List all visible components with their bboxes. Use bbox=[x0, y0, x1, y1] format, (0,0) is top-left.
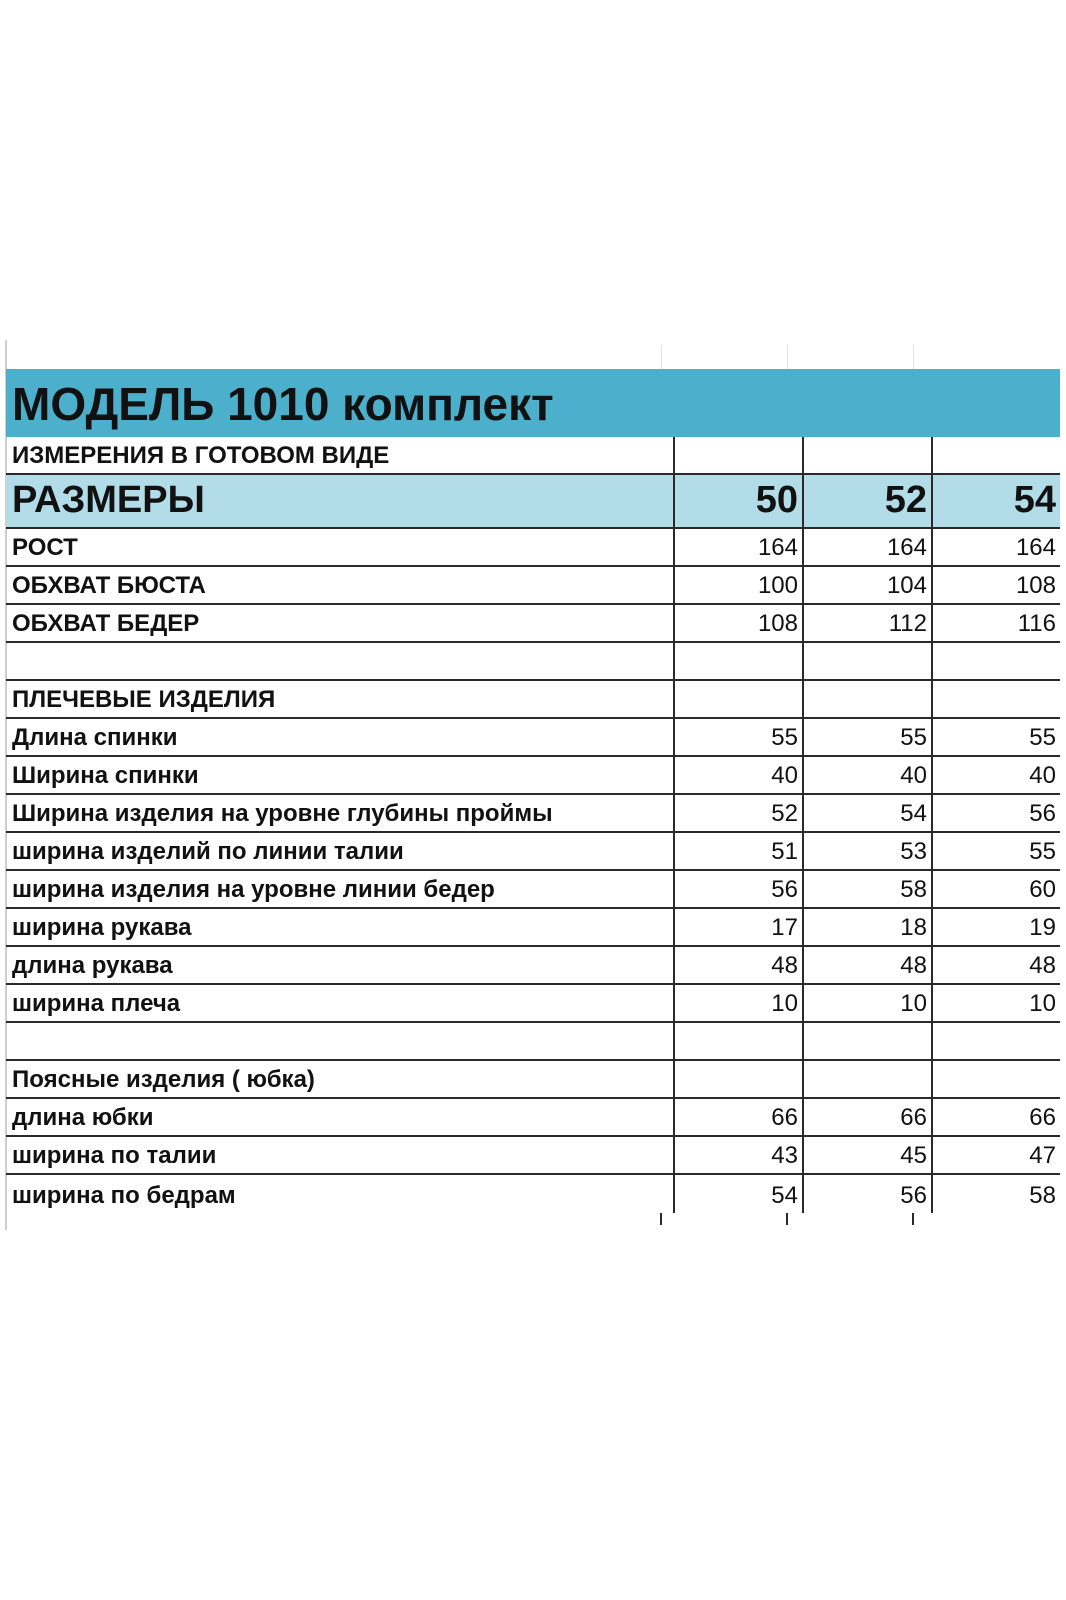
value-cell: 10 bbox=[673, 985, 802, 1021]
size-header-cell: 52 bbox=[802, 475, 931, 527]
value-cell: 54 bbox=[673, 1175, 802, 1213]
model-title: МОДЕЛЬ 1010 комплект bbox=[6, 369, 1060, 437]
sheet-grid-bottom bbox=[6, 1213, 1060, 1227]
table-row bbox=[6, 681, 1060, 719]
grid-tick bbox=[912, 1213, 914, 1225]
value-cell: 47 bbox=[931, 1137, 1060, 1173]
table-row bbox=[6, 757, 1060, 795]
value-cell: 66 bbox=[673, 1099, 802, 1135]
value-cell bbox=[931, 1023, 1060, 1059]
subtitle-row bbox=[6, 437, 1060, 475]
value-cell: 55 bbox=[931, 833, 1060, 869]
table-row bbox=[6, 567, 1060, 605]
value-cell: 164 bbox=[931, 529, 1060, 565]
grid-tick bbox=[660, 1213, 662, 1225]
value-cell bbox=[802, 681, 931, 717]
value-cell: 66 bbox=[802, 1099, 931, 1135]
table-row bbox=[6, 1175, 1060, 1213]
value-cell bbox=[673, 1023, 802, 1059]
row-label bbox=[6, 1023, 673, 1059]
value-cell: 55 bbox=[931, 719, 1060, 755]
row-label: длина рукава bbox=[12, 952, 173, 979]
value-cell: 51 bbox=[673, 833, 802, 869]
value-cell bbox=[673, 681, 802, 717]
value-cell: 45 bbox=[802, 1137, 931, 1173]
empty-cell bbox=[931, 437, 1060, 473]
value-cell: 104 bbox=[802, 567, 931, 603]
row-label: Ширина спинки bbox=[12, 762, 199, 789]
value-cell: 18 bbox=[802, 909, 931, 945]
empty-cell bbox=[673, 437, 802, 473]
grid-tick bbox=[913, 345, 914, 369]
value-cell: 40 bbox=[931, 757, 1060, 793]
row-label: ширина по бедрам bbox=[12, 1182, 236, 1209]
size-chart-sheet bbox=[6, 345, 1060, 1227]
value-cell: 40 bbox=[802, 757, 931, 793]
table-row bbox=[6, 529, 1060, 567]
row-label: ОБХВАТ БЮСТА bbox=[12, 572, 206, 599]
empty-row bbox=[6, 1023, 1060, 1061]
value-cell: 164 bbox=[673, 529, 802, 565]
table-row bbox=[6, 871, 1060, 909]
grid-tick bbox=[786, 1213, 788, 1225]
value-cell: 66 bbox=[931, 1099, 1060, 1135]
row-label: ширина изделий по линии талии bbox=[12, 838, 404, 865]
row-label: Длина спинки bbox=[12, 724, 178, 751]
value-cell: 53 bbox=[802, 833, 931, 869]
value-cell: 58 bbox=[931, 1175, 1060, 1213]
value-cell: 10 bbox=[802, 985, 931, 1021]
table-row bbox=[6, 947, 1060, 985]
value-cell: 19 bbox=[931, 909, 1060, 945]
table-row bbox=[6, 833, 1060, 871]
row-label: ширина изделия на уровне линии бедер bbox=[12, 876, 495, 903]
row-label: длина юбки bbox=[12, 1104, 154, 1131]
value-cell: 48 bbox=[802, 947, 931, 983]
size-header-cell: 50 bbox=[673, 475, 802, 527]
value-cell: 100 bbox=[673, 567, 802, 603]
row-label: ОБХВАТ БЕДЕР bbox=[12, 610, 200, 637]
empty-row bbox=[6, 643, 1060, 681]
value-cell: 56 bbox=[802, 1175, 931, 1213]
value-cell bbox=[673, 1061, 802, 1097]
value-cell: 56 bbox=[931, 795, 1060, 831]
value-cell: 55 bbox=[673, 719, 802, 755]
table-row bbox=[6, 1137, 1060, 1175]
sheet-grid-top bbox=[6, 345, 1060, 369]
empty-cell bbox=[802, 437, 931, 473]
table-row bbox=[6, 985, 1060, 1023]
value-cell: 48 bbox=[931, 947, 1060, 983]
row-label: ширина рукава bbox=[12, 914, 192, 941]
measurement-rows bbox=[6, 529, 1060, 1213]
row-label bbox=[6, 643, 673, 679]
value-cell: 116 bbox=[931, 605, 1060, 641]
value-cell bbox=[802, 1061, 931, 1097]
row-label: ПЛЕЧЕВЫЕ ИЗДЕЛИЯ bbox=[12, 686, 276, 713]
value-cell: 58 bbox=[802, 871, 931, 907]
row-label: Поясные изделия ( юбка) bbox=[12, 1066, 315, 1093]
value-cell: 52 bbox=[673, 795, 802, 831]
subtitle-label: ИЗМЕРЕНИЯ В ГОТОВОМ ВИДЕ bbox=[12, 442, 390, 469]
row-label: ширина плеча bbox=[12, 990, 181, 1017]
value-cell bbox=[931, 643, 1060, 679]
grid-tick bbox=[787, 345, 788, 369]
sizes-label: РАЗМЕРЫ bbox=[12, 479, 205, 521]
value-cell bbox=[931, 681, 1060, 717]
value-cell: 60 bbox=[931, 871, 1060, 907]
row-label: Ширина изделия на уровне глубины проймы bbox=[12, 800, 553, 827]
value-cell bbox=[802, 643, 931, 679]
value-cell: 108 bbox=[673, 605, 802, 641]
sizes-header-row bbox=[6, 475, 1060, 529]
value-cell: 108 bbox=[931, 567, 1060, 603]
value-cell: 56 bbox=[673, 871, 802, 907]
table-row bbox=[6, 605, 1060, 643]
table-row bbox=[6, 795, 1060, 833]
value-cell bbox=[802, 1023, 931, 1059]
value-cell: 54 bbox=[802, 795, 931, 831]
value-cell: 112 bbox=[802, 605, 931, 641]
size-header-cell: 54 bbox=[931, 475, 1060, 527]
grid-tick bbox=[661, 345, 662, 369]
value-cell bbox=[673, 643, 802, 679]
table-row bbox=[6, 1099, 1060, 1137]
value-cell: 10 bbox=[931, 985, 1060, 1021]
table-row bbox=[6, 909, 1060, 947]
row-label: ширина по талии bbox=[12, 1142, 217, 1169]
value-cell bbox=[931, 1061, 1060, 1097]
value-cell: 40 bbox=[673, 757, 802, 793]
row-label: РОСТ bbox=[12, 534, 78, 561]
value-cell: 55 bbox=[802, 719, 931, 755]
value-cell: 43 bbox=[673, 1137, 802, 1173]
value-cell: 17 bbox=[673, 909, 802, 945]
table-row bbox=[6, 719, 1060, 757]
table-row bbox=[6, 1061, 1060, 1099]
value-cell: 48 bbox=[673, 947, 802, 983]
value-cell: 164 bbox=[802, 529, 931, 565]
